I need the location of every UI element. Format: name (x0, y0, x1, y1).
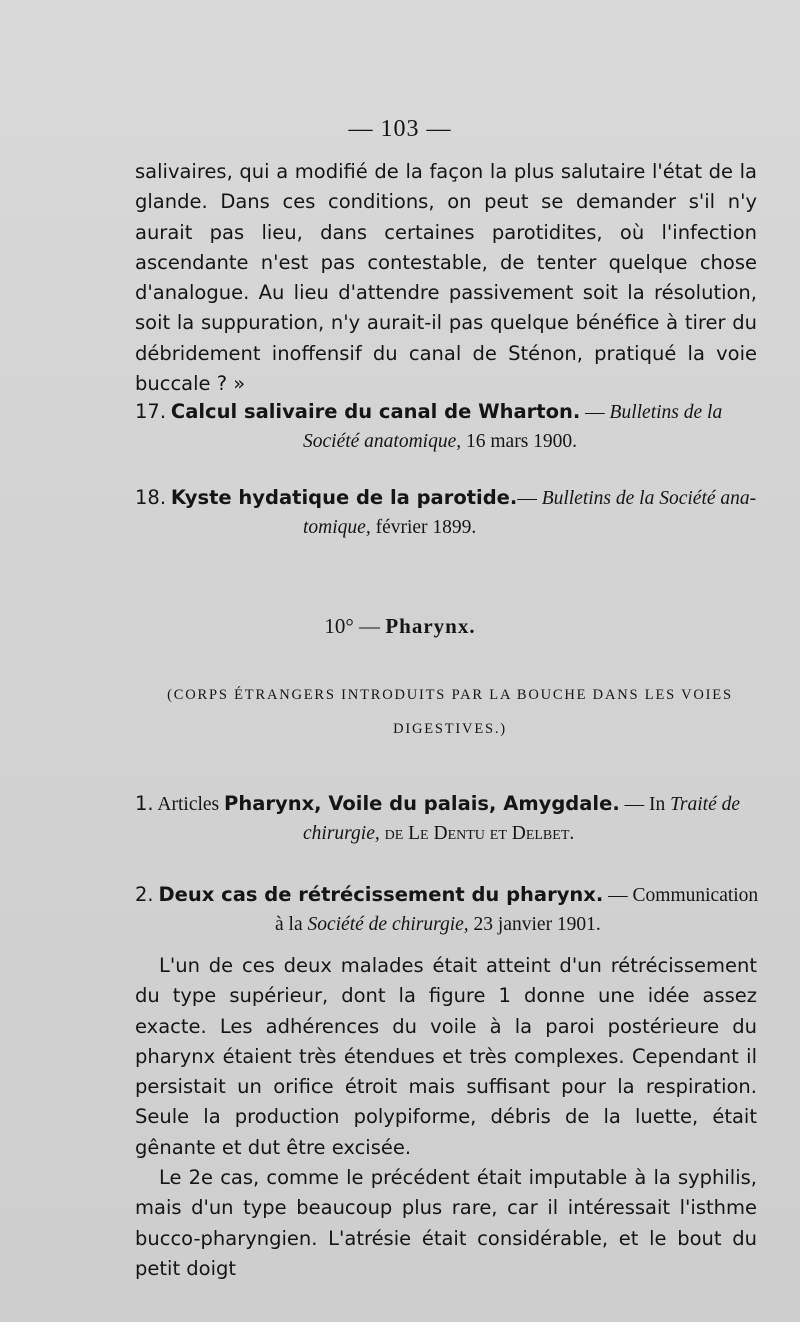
bibliography-entry-17 (135, 397, 757, 456)
paragraph-text: Le 2e cas, comme le précédent était imputable à la syphilis, mais d'un type beaucoup plus rare, car il intéressait l'isthme bucco-pharyngien. L'atrésie était considérable, et le bout du petit doigt (135, 1166, 757, 1280)
entry-separator: — Communication (603, 885, 759, 906)
paragraph-top (135, 157, 757, 399)
entry-number: 2. (135, 883, 154, 906)
entry-reference-prefix: à la (275, 914, 308, 935)
entry-date: 23 janvier 1901. (468, 914, 601, 935)
bibliography-entry-18 (135, 483, 757, 542)
entry-reference: chirurgie, (303, 823, 380, 844)
paragraph-text: L'un de ces deux malades était atteint d'un rétrécissement du type supérieur, dont la figure 1 donne une idée assez exacte. Les adhérences du voile à la paroi postérieure du pharynx étaient très étendues et très complexes. Cependant il persistait un orifice étroit mais suffisant pour la respiration. Seule la production polypiforme, débris de la luette, était gênante et dut être excisée. (135, 954, 757, 1159)
entry-title: Kyste hydatique de la parotide. (170, 486, 518, 509)
entry-number: 17. (135, 400, 167, 423)
section-number: 10° — (324, 614, 386, 638)
entry-reference: Société de chirurgie, (307, 914, 469, 935)
bibliography-entry-1 (135, 789, 757, 848)
bibliography-entry-2 (135, 880, 757, 939)
entry-separator: — In (619, 794, 671, 815)
entry-authors: de Le Dentu et Delbet. (379, 823, 575, 844)
entry-separator: — (517, 488, 542, 509)
section-title: Pharynx. (385, 614, 476, 638)
entry-reference: Société anatomique, (303, 431, 462, 452)
entry-number: 1. (135, 792, 154, 815)
page-number: — 103 — (348, 116, 452, 142)
paragraph-bottom (135, 951, 757, 1284)
entry-title: Deux cas de rétrécissement du pharynx. (158, 883, 604, 906)
entry-date: 16 mars 1900. (461, 431, 578, 452)
paragraph-text: salivaires, qui a modifié de la façon la plus salutaire l'état de la glande. Dans ces conditions, on peut se demander s'il n'y aurait pas lieu, dans certaines parotidites, où l'infection ascendante n'est pas contestable, de tenter quelque chose d'analogue. Au lieu d'attendre passivement soit la résolution, soit la suppuration, n'y aurait-il pas quelque bénéfice à tirer du débridement inoffensif du canal de Sténon, pratiqué la voie buccale ? » (135, 160, 757, 396)
entry-separator: — (580, 402, 610, 423)
entry-title: Pharynx, Voile du palais, Amygdale. (224, 792, 620, 815)
entry-reference: tomique, (303, 517, 371, 538)
entry-reference: Bulletins de la Société ana- (541, 488, 757, 509)
entry-number: 18. (135, 486, 167, 509)
section-subheading: (CORPS ÉTRANGERS INTRODUITS PAR LA BOUCHE DANS LES VOIES DIGESTIVES.) (167, 687, 733, 737)
entry-prefix: Articles (157, 794, 225, 815)
section-heading (0, 614, 800, 639)
entry-date: février 1899. (370, 517, 477, 538)
entry-title: Calcul salivaire du canal de Wharton. (170, 400, 581, 423)
entry-reference: Traité de (670, 794, 741, 815)
entry-reference: Bulletins de la (609, 402, 723, 423)
